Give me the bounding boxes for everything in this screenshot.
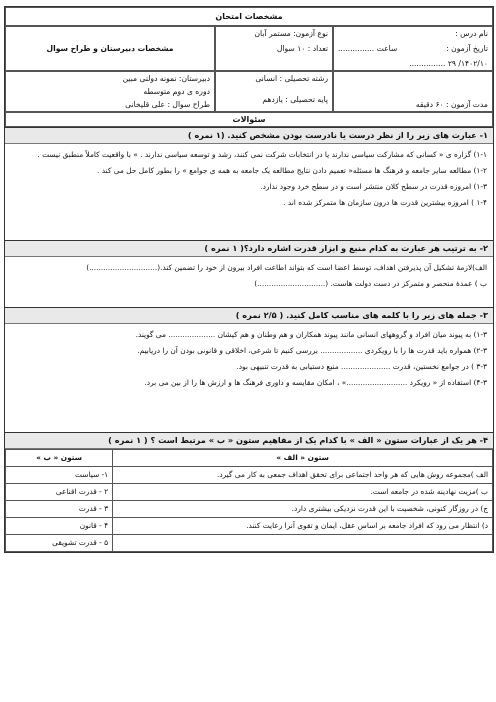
duration-box: [333, 71, 493, 112]
exam-type-box: [215, 26, 333, 71]
course-box: [333, 26, 493, 71]
matching-row: [6, 467, 493, 484]
question-1-4: ۱-۴ ) امروزه بیشترین قدرت ها درون سازمان ها متمرکز شده اند .: [283, 198, 487, 208]
question-1-title: ۱- عبارت های زیر را از نظر درست یا نادرست بودن مشخص کنید. (۱ نمره ): [5, 128, 493, 144]
question-2: [5, 240, 493, 307]
date-value: ۱۴۰۲/۱۰/ ۲۹ ...............: [409, 59, 488, 68]
question-2-b: ب ) عمدهٔ منحصر و متمرکز در دست دولت هاست. (.............................): [254, 279, 487, 289]
question-2-title: ۲- به ترتیب هر عبارت به کدام منبع و ابزار قدرت اشاره دارد؟( ۱ نمره ): [5, 241, 493, 257]
col-b-cell: ۴ - قانون: [6, 518, 113, 535]
exam-spec-title: مشخصات امتحان: [5, 7, 493, 26]
grade: پایه تحصیلی : یازدهم: [262, 95, 328, 104]
col-b-cell: ۲ - قدرت اقناعی: [6, 484, 113, 501]
question-1: [5, 127, 493, 240]
school-spec-label: مشخصات دبیرستان و طراح سوال: [46, 44, 174, 53]
question-3-2: ۲-۳) همواره باید قدرت ها را با رویکردی .................. بررسی کنیم تا شرعی، اخلاقی و قانونی بودن آن را دریابیم.: [137, 346, 487, 356]
question-3-title: ۳- جمله های زیر را با کلمه های مناسب کامل کنید. ( ۲/۵ نمره ): [5, 308, 493, 324]
matching-row: [6, 484, 493, 501]
questions-count: تعداد : ۱۰ سوال: [276, 44, 328, 53]
question-3: [5, 307, 493, 432]
col-a-cell: الف )مجموعه روش هایی که هر واحد اجتماعی برای تحقق اهداف جمعی به کار می گیرد.: [113, 467, 493, 484]
question-4: [5, 432, 493, 552]
field: رشته تحصیلی : انسانی: [255, 74, 328, 83]
exam-type: نوع آزمون: مستمر آبان: [254, 29, 328, 38]
date-time-row: [338, 44, 488, 53]
field-grade-box: [215, 71, 333, 112]
exam-time-label: ساعت ...............: [338, 44, 398, 53]
period: دوره ی دوم متوسطه: [143, 87, 210, 96]
col-b-cell: ۱- سیاست: [6, 467, 113, 484]
col-b-cell: ۳ - قدرت: [6, 501, 113, 518]
matching-row: [6, 534, 493, 551]
question-3-4: ۴-۳) استفاده از « رویکرد ..........................» ، امکان مقایسه و داوری فرهنگ ها و ارزش ها را از بین می برد.: [144, 378, 487, 388]
designer: طراح سوال : علی قلیخانی: [125, 100, 210, 109]
course-name-label: نام درس :: [455, 29, 488, 38]
question-1-2: ۱-۲) مطالعه سایر جامعه و فرهنگ ها مسئله« تعمیم دادن نتایج مطالعه یک جامعه به همه ی جوامع » را بطور کامل حل می کند .: [97, 166, 487, 176]
duration: مدت آزمون : ۶۰ دقیقه: [415, 100, 488, 109]
col-a-header: ستون « الف »: [113, 450, 493, 467]
header-grid: [5, 26, 493, 112]
col-a-cell: د) انتظار می رود که افراد جامعه بر اساس عقل، ایمان و تقوی آنرا رعایت کنند.: [113, 518, 493, 535]
col-b-cell: ۵ - قدرت تشویقی: [6, 534, 113, 551]
matching-row: [6, 501, 493, 518]
exam-frame: [4, 6, 494, 553]
school-spec-box: [5, 26, 215, 71]
matching-row: [6, 518, 493, 535]
question-2-a: الف)لازمهٔ تشکیل آن پذیرفتن اهداف، توسط اعضا است که بتواند اطاعت افراد بیرون از خود را تضمین کند.(.............................): [86, 263, 487, 273]
col-b-header: ستون « ب »: [6, 450, 113, 467]
question-1-3: ۱-۳) امروزه قدرت در سطح کلان منتشر است و در سطح خرد وجود ندارد.: [260, 182, 487, 192]
school-name: دبیرستان: نمونه دولتی مبین: [122, 74, 210, 83]
exam-date-label: تاریخ آزمون :: [446, 44, 488, 53]
question-4-title: ۴- هر یک از عبارات ستون « الف » با کدام یک از مفاهیم ستون « ب » مرتبط است ؟ ( ۱ نمره ): [5, 433, 493, 449]
question-3-3: ۳-۳ ) در جوامع نخستین، قدرت ..................... منبع دستیابی به قدرت تنبیهی بود.: [236, 362, 487, 372]
question-3-1: ۱-۳) به پیوند میان افراد و گروههای انسانی مانند پیوند همکاران و هم وطنان و هم کیشان .................... می گویند.: [135, 330, 487, 340]
question-1-1: ۱-۱) گزاره ی « کسانی که مشارکت سیاسی ندارند یا در انتخابات شرکت نمی کنند، رشد و توسعه سیاسی ندارند . » با واقعیت کاملاً منطبق نیست .: [37, 150, 487, 160]
col-a-cell: [113, 534, 493, 551]
matching-table: [5, 449, 493, 552]
questions-label: سئوالات: [5, 112, 493, 127]
col-a-cell: ج) در روزگار کنونی، شخصیت با این قدرت نزدیکی بیشتری دارد.: [113, 501, 493, 518]
school-info-box: [5, 71, 215, 112]
col-a-cell: ب )مزیت نهادینه شده در جامعه است.: [113, 484, 493, 501]
